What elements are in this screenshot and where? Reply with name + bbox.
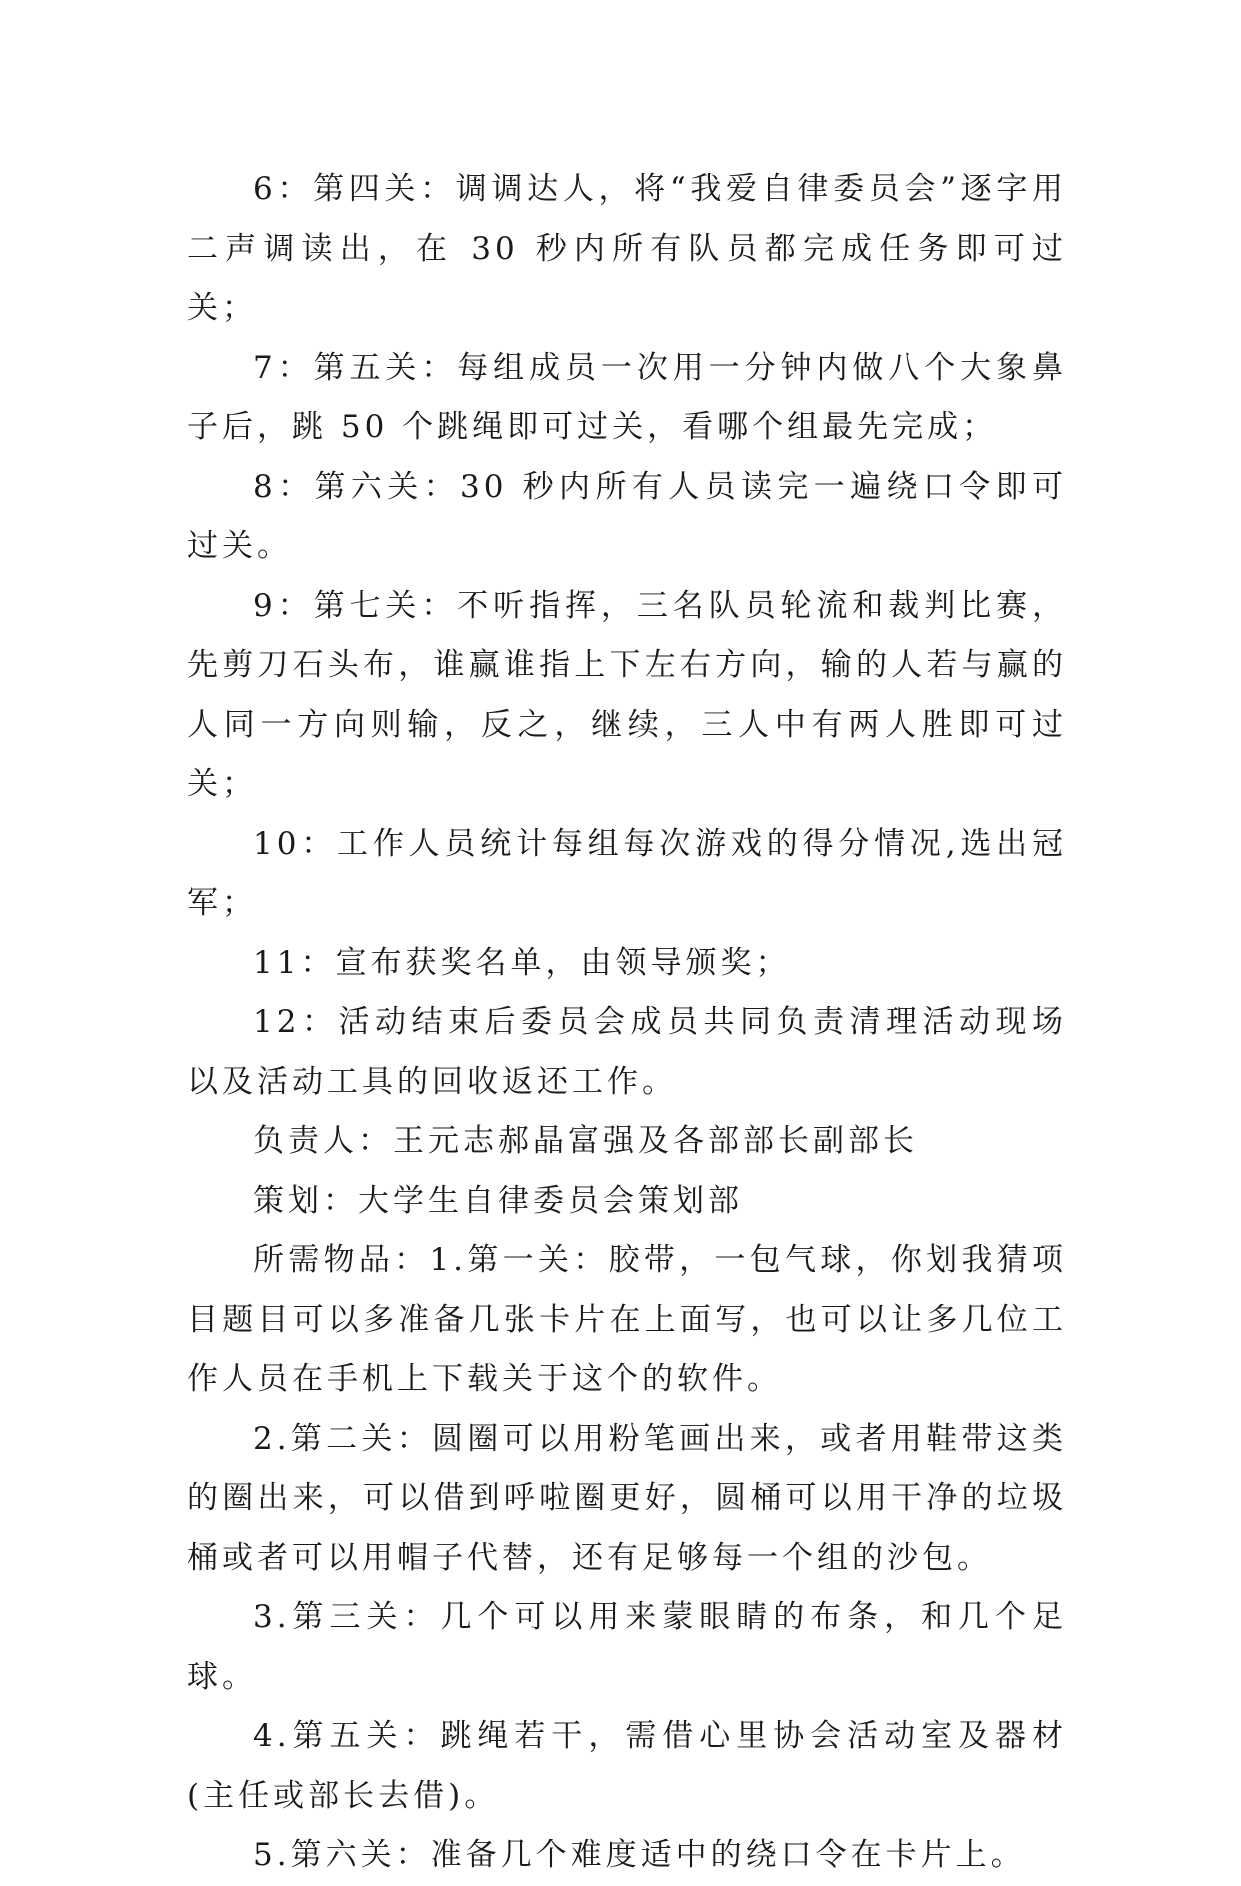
paragraph-level-7-rule: 9：第七关：不听指挥，三名队员轮流和裁判比赛，先剪刀石头布，谁赢谁指上下左右方向，输的人若与赢的人同一方向则输，反之，继续，三人中有两人胜即可过关； (187, 587, 1067, 802)
paragraph-level-4-rule: 6：第四关：调调达人，将“我爱自律委员会”逐字用二声调读出，在 30 秒内所有队员都完成任务即可过关； (187, 171, 1067, 326)
paragraph-level-5-rule: 7：第五关：每组成员一次用一分钟内做八个大象鼻子后，跳 50 个跳绳即可过关，看哪个组最先完成； (187, 349, 1067, 445)
document-body (187, 160, 1067, 1886)
paragraph-awards: 11：宣布获奖名单，由领导颁奖； (253, 944, 791, 981)
paragraph-planning: 策划：大学生自律委员会策划部 (253, 1182, 743, 1219)
paragraph-person-in-charge: 负责人：王元志郝晶富强及各部部长副部长 (253, 1123, 918, 1159)
paragraph-materials-level-3: 3.第三关：几个可以用来蒙眼睛的布条，和几个足球。 (187, 1599, 1067, 1695)
paragraph-materials-level-2: 2.第二关：圆圈可以用粉笔画出来，或者用鞋带这类的圈出来，可以借到呼啦圈更好，圆桶可以用干净的垃圾桶或者可以用帽子代替，还有足够每一个组的沙包。 (187, 1420, 1067, 1576)
paragraph-scoring: 10：工作人员统计每组每次游戏的得分情况,选出冠军； (187, 825, 1067, 921)
paragraph-cleanup: 12：活动结束后委员会成员共同负责清理活动现场以及活动工具的回收返还工作。 (187, 1004, 1067, 1100)
paragraph-materials-level-1: 所需物品：1.第一关：胶带，一包气球，你划我猜项目题目可以多准备几张卡片在上面写，也可以让多几位工作人员在手机上下载关于这个的软件。 (187, 1242, 1067, 1397)
paragraph-level-6-rule: 8：第六关：30 秒内所有人员读完一遍绕口令即可过关。 (187, 468, 1067, 564)
paragraph-materials-level-5: 4.第五关：跳绳若干，需借心里协会活动室及器材(主任或部长去借)。 (187, 1718, 1067, 1814)
paragraph-materials-level-6: 5.第六关：准备几个难度适中的绕口令在卡片上。 (253, 1837, 1026, 1873)
